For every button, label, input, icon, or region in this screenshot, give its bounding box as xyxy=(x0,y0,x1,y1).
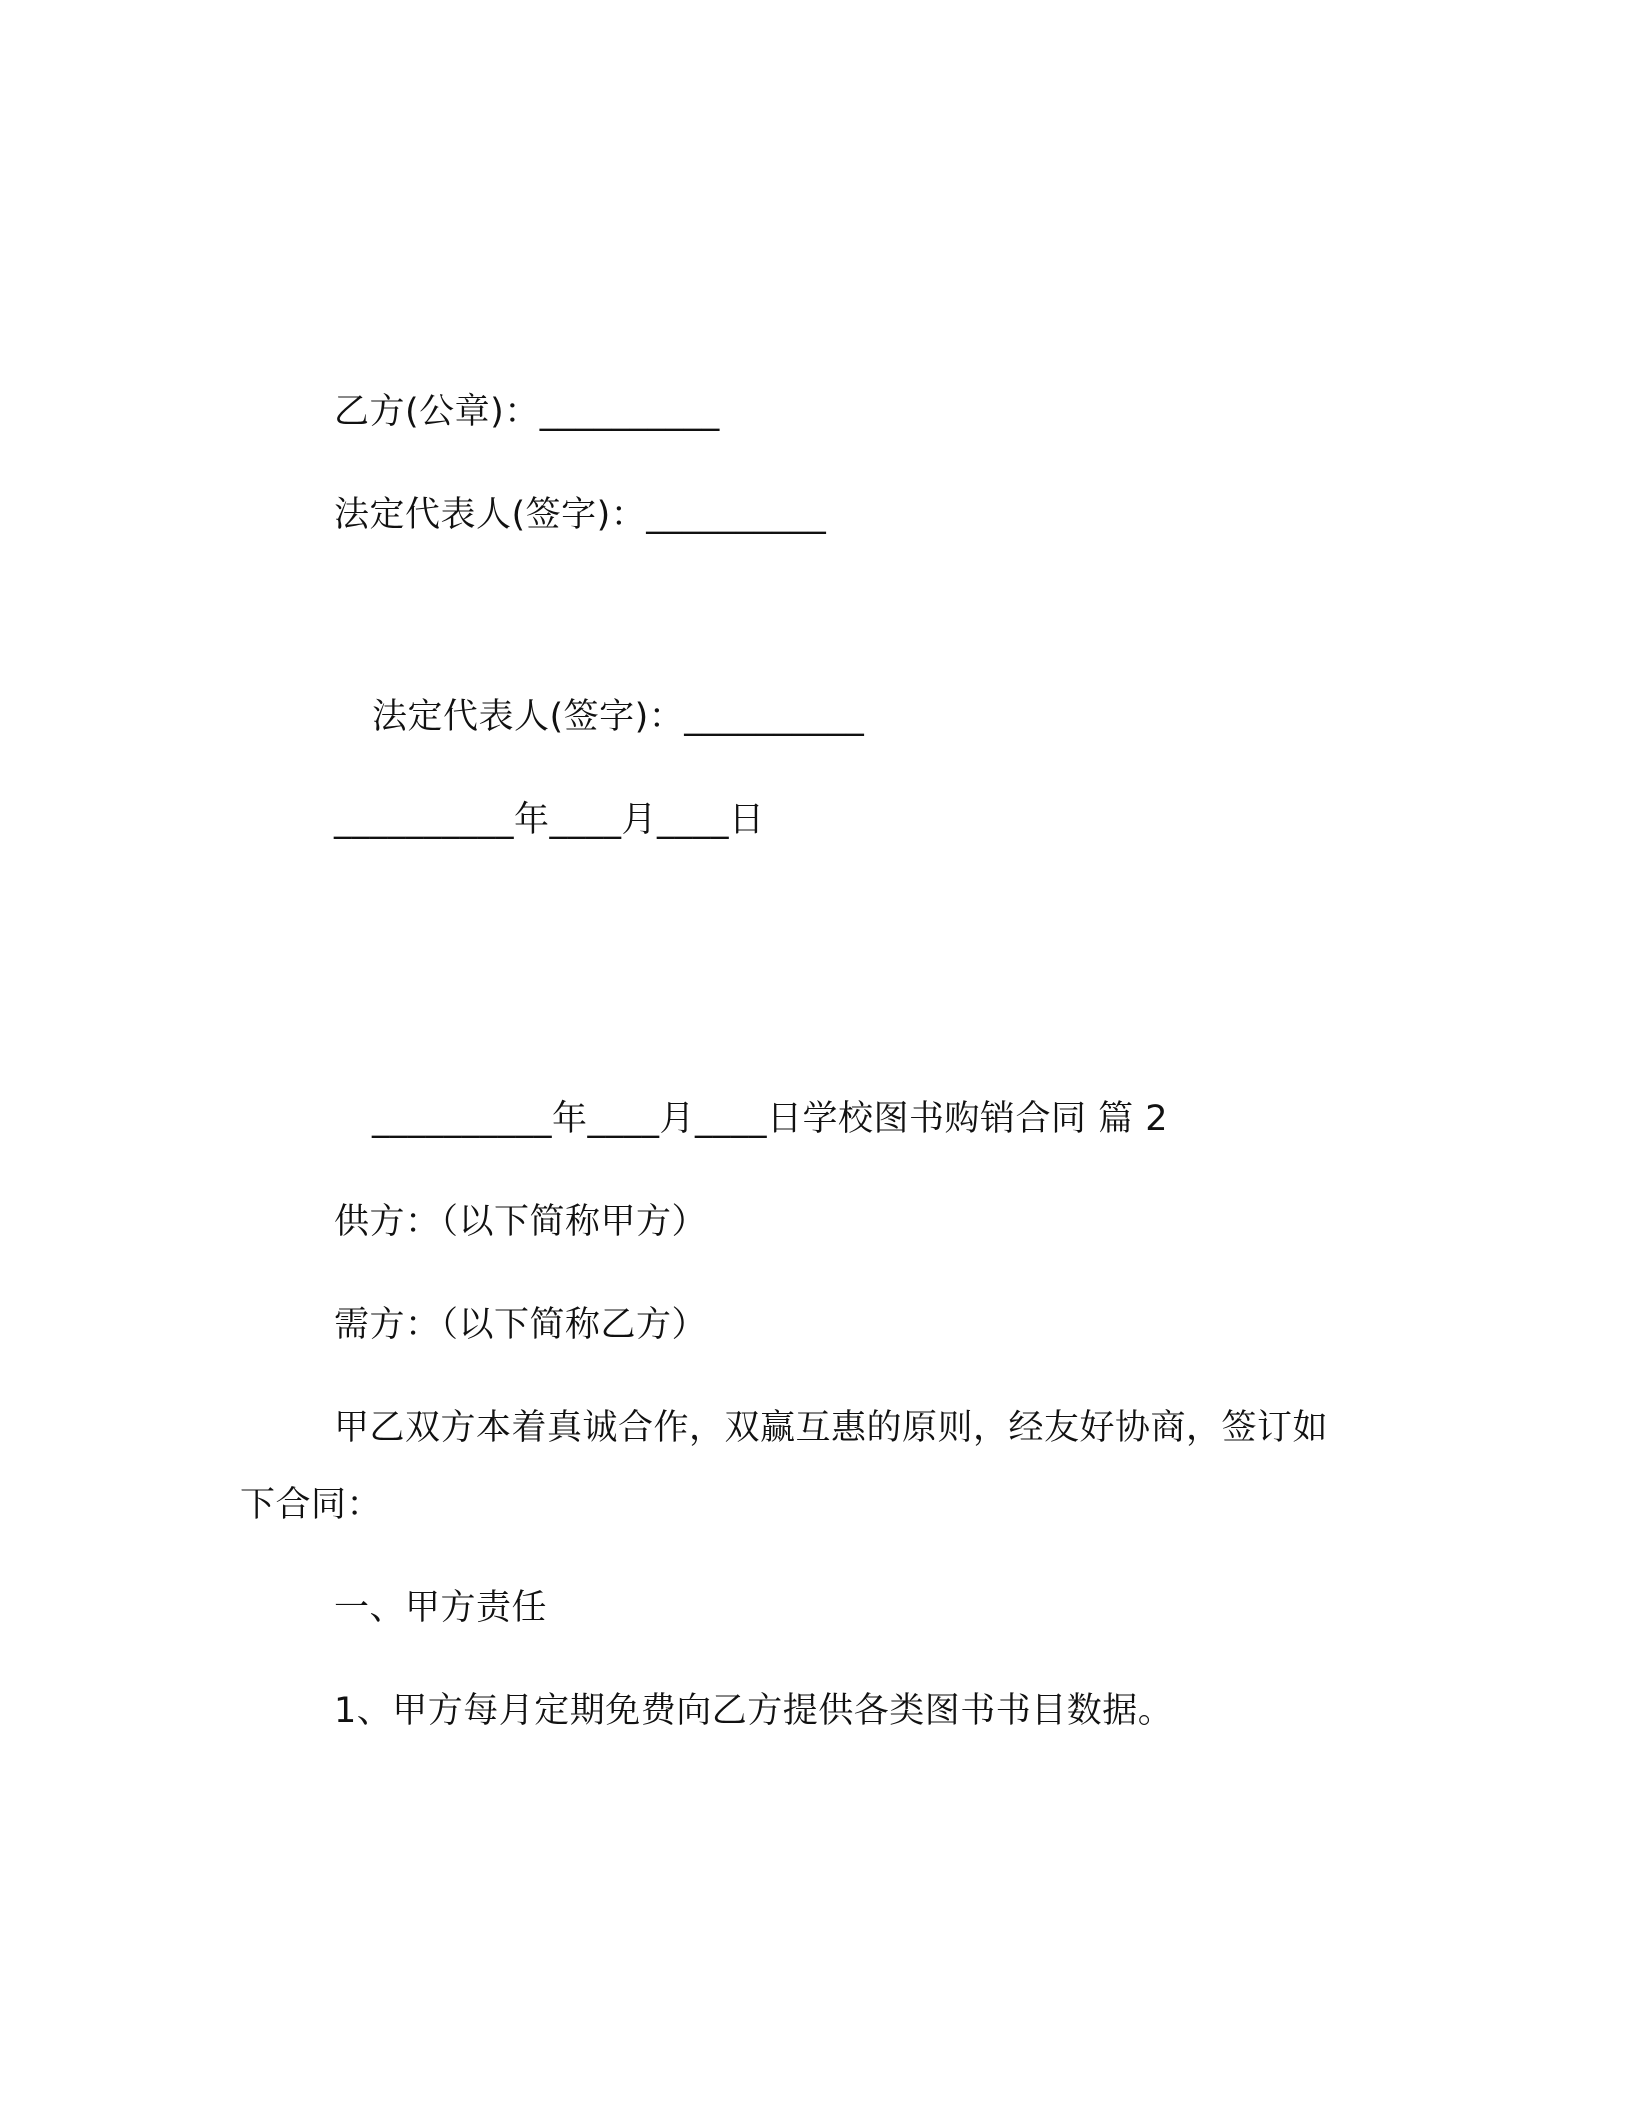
preamble-line-1: 甲乙双方本着真诚合作，双赢互惠的原则，经友好协商，签订如 xyxy=(334,1408,1329,1448)
section-heading-party-a-responsibility: 一、甲方责任 xyxy=(334,1588,548,1628)
buyer-line: 需方：（以下简称乙方） xyxy=(334,1305,708,1345)
clause-1: 1、甲方每月定期免费向乙方提供各类图书书目数据。 xyxy=(334,1691,1174,1731)
party-b-seal-line: 乙方(公章)：__________ xyxy=(334,392,720,432)
preamble-line-2: 下合同： xyxy=(240,1485,383,1525)
supplier-line: 供方：（以下简称甲方） xyxy=(334,1202,708,1242)
date-line: __________年____月____日 xyxy=(334,800,765,840)
contract-heading-line: __________年____月____日学校图书购销合同 篇 2 xyxy=(372,1099,1169,1139)
legal-representative-signature-line-2: 法定代表人(签字)：__________ xyxy=(372,697,865,737)
legal-representative-signature-line-1: 法定代表人(签字)：__________ xyxy=(334,495,827,535)
